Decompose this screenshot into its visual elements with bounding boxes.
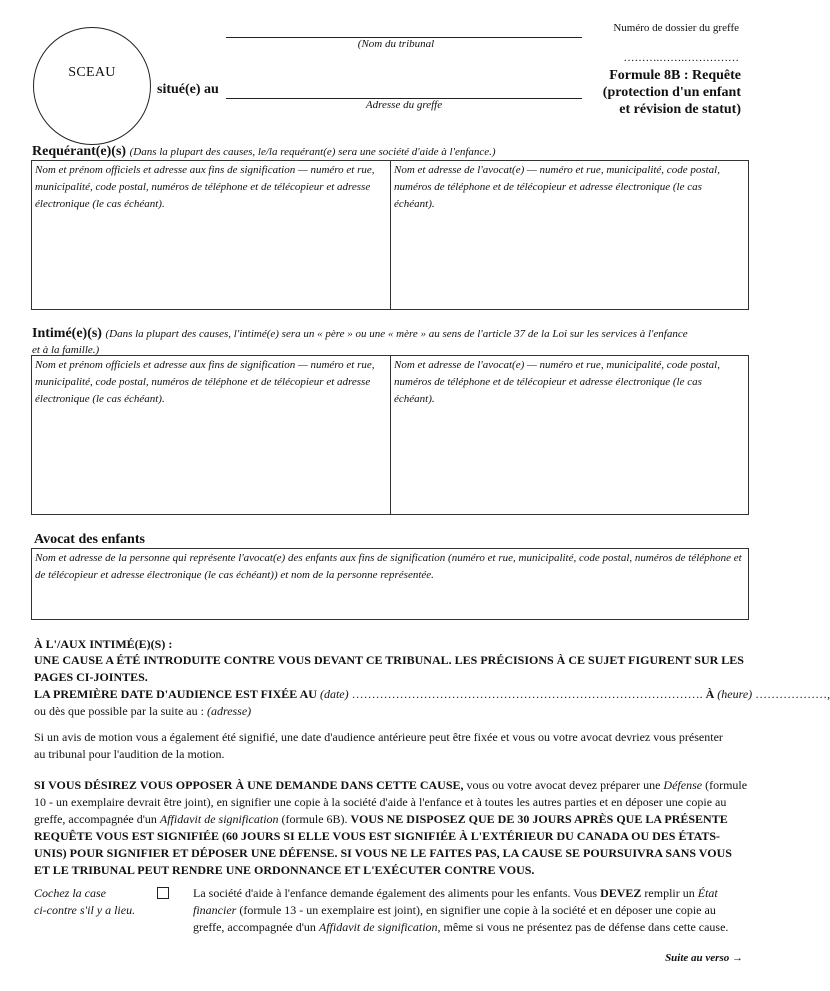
located-at-label: situé(e) au bbox=[157, 82, 219, 97]
check-hint-line: Cochez la case bbox=[34, 886, 106, 900]
children-lawyer-field[interactable]: Nom et adresse de la personne qui représente l'avocat(e) des enfants aux fins de signification (numéro et rue, municipalité, code postal, numéros de téléphone et de télécopieur et adresse électronique (le cas échéant)) et nom de la personne représentée. bbox=[35, 552, 742, 581]
support-text: remplir un bbox=[641, 886, 698, 900]
time-field[interactable]: ………………, bbox=[755, 687, 830, 701]
continued-on-back: Suite au verso → bbox=[665, 952, 743, 964]
support-devez: DEVEZ bbox=[600, 886, 642, 900]
address-hint[interactable]: (adresse) bbox=[206, 704, 252, 718]
form-title-line: (protection d'un enfant bbox=[602, 85, 741, 100]
oppose-lead: SI VOUS DÉSIREZ VOUS OPPOSER À UNE DEMANDE DANS CETTE CAUSE, bbox=[34, 778, 464, 792]
oppose-text: (formule 6B). bbox=[278, 812, 351, 826]
form-title bbox=[603, 67, 741, 118]
support-paragraph bbox=[193, 885, 738, 936]
date-hint: (date) bbox=[319, 687, 349, 701]
defense-form-ref: Défense bbox=[663, 778, 703, 792]
court-name-caption: (Nom du tribunal bbox=[357, 38, 435, 50]
motion-paragraph: Si un avis de motion vous a également été signifié, une date d'audience antérieure peut être fixée et vous ou votre avocat devriez vous présenter au tribunal pour l'audition de la motion. bbox=[34, 730, 723, 761]
support-checkbox[interactable] bbox=[157, 887, 169, 899]
applicants-note: (Dans la plupart des causes, le/la requérant(e) sera une société d'aide à l'enfance.) bbox=[129, 146, 496, 158]
first-date-label: LA PREMIÈRE DATE D'AUDIENCE EST FIXÉE AU bbox=[34, 687, 317, 701]
support-text: , même si vous ne présentez pas de défense dans cette cause. bbox=[437, 920, 729, 934]
respondents-note-cont: et à la famille.) bbox=[32, 344, 100, 356]
respondents-title: Intimé(e)(s) bbox=[32, 326, 102, 341]
applicant-lawyer-field[interactable]: Nom et adresse de l'avocat(e) — numéro et rue, municipalité, code postal, numéros de téléphone et de télécopieur et adresse électronique (le cas échéant). bbox=[394, 164, 720, 210]
respondent-details-field[interactable]: Nom et prénom officiels et adresse aux fins de signification — numéro et rue, municipalité, code postal, numéros de téléphone et de télécopieur et adresse électronique (le cas échéant). bbox=[35, 359, 375, 405]
respondents-box bbox=[31, 355, 749, 515]
respondents-heading bbox=[32, 326, 757, 358]
affidavit-ref: Affidavit de signification bbox=[318, 920, 438, 934]
oppose-warning: VOUS NE DISPOSEZ QUE DE 30 JOURS APRÈS QUE LA PRÉSENTE REQUÊTE VOUS EST SIGNIFIÉE (60 JOURS SI ELLE VOUS EST SIGNIFIÉE À L'EXTÉRIEUR DU CANADA OU DES ÉTATS-UNIS) POUR SIGNIFIER ET DÉPOSER UNE DÉFENSE. SI VOUS NE LE FAITES PAS, LA CAUSE SE POURSUIVRA SANS VOUS ET LE TRIBUNAL PEUT RENDRE UNE ORDONNANCE ET L'EXÉCUTER CONTRE VOUS. bbox=[34, 812, 732, 877]
applicants-box bbox=[31, 160, 749, 310]
children-lawyer-heading bbox=[34, 532, 145, 548]
form-title-line: Formule 8B : Requête bbox=[609, 68, 741, 83]
oppose-text: vous ou votre avocat devez préparer une bbox=[463, 778, 664, 792]
case-started-notice: UNE CAUSE A ÉTÉ INTRODUITE CONTRE VOUS DEVANT CE TRIBUNAL. LES PRÉCISIONS À CE SUJET FIGURENT SUR LES PAGES CI-JOINTES. bbox=[34, 653, 744, 684]
or-asap-line bbox=[34, 703, 251, 720]
time-hint: (heure) bbox=[717, 687, 753, 701]
check-hint-line: ci-contre s'il y a lieu. bbox=[34, 903, 136, 917]
support-text: (formule 13 - un exemplaire est joint), en signifier une copie à la société et en déposer une copie au greffe, accompagnée d'un bbox=[193, 903, 716, 934]
applicants-heading bbox=[32, 144, 752, 160]
oppose-paragraph bbox=[34, 777, 750, 879]
at-label: À bbox=[705, 687, 715, 701]
affidavit-ref: Affidavit de signification bbox=[159, 812, 279, 826]
seal-label: SCEAU bbox=[68, 65, 116, 80]
respondents-note: (Dans la plupart des causes, l'intimé(e) sera un « père » ou une « mère » au sens de l'article 37 de la Loi sur les services à l'enfance bbox=[105, 328, 688, 340]
financial-statement-ref: État financier bbox=[193, 886, 718, 917]
children-lawyer-title: Avocat des enfants bbox=[34, 532, 145, 547]
date-field[interactable]: ……………………………………………………………………………. bbox=[351, 687, 703, 701]
to-respondents: À L'/AUX INTIMÉ(E)(S) : bbox=[34, 637, 173, 651]
seal-circle bbox=[33, 27, 151, 145]
check-hint bbox=[34, 885, 135, 919]
oppose-text: (formule 10 - un exemplaire devrait être joint), en signifier une copie à la société d'aide à l'enfance et à toutes les autres parties et en déposer une copie au greffe, accompagnée d'un bbox=[34, 778, 748, 826]
file-number-label: Numéro de dossier du greffe bbox=[613, 22, 739, 34]
first-date-line bbox=[34, 686, 830, 703]
respondent-lawyer-field[interactable]: Nom et adresse de l'avocat(e) — numéro et rue, municipalité, code postal, numéros de téléphone et de télécopieur et adresse électronique (le cas échéant). bbox=[394, 359, 720, 405]
children-lawyer-box bbox=[31, 548, 749, 620]
or-asap-text: ou dès que possible par la suite au : bbox=[34, 704, 204, 718]
file-number-field[interactable]: ……….…….…………… bbox=[623, 52, 739, 64]
form-title-line: et révision de statut) bbox=[619, 102, 741, 117]
support-text: La société d'aide à l'enfance demande également des aliments pour les enfants. Vous bbox=[193, 886, 601, 900]
applicants-title: Requérant(e)(s) bbox=[32, 144, 127, 159]
applicant-details-field[interactable]: Nom et prénom officiels et adresse aux fins de signification — numéro et rue, municipalité, code postal, numéros de téléphone et de télécopieur et adresse électronique (le cas échéant). bbox=[35, 164, 375, 210]
registry-address-caption: Adresse du greffe bbox=[365, 99, 443, 111]
